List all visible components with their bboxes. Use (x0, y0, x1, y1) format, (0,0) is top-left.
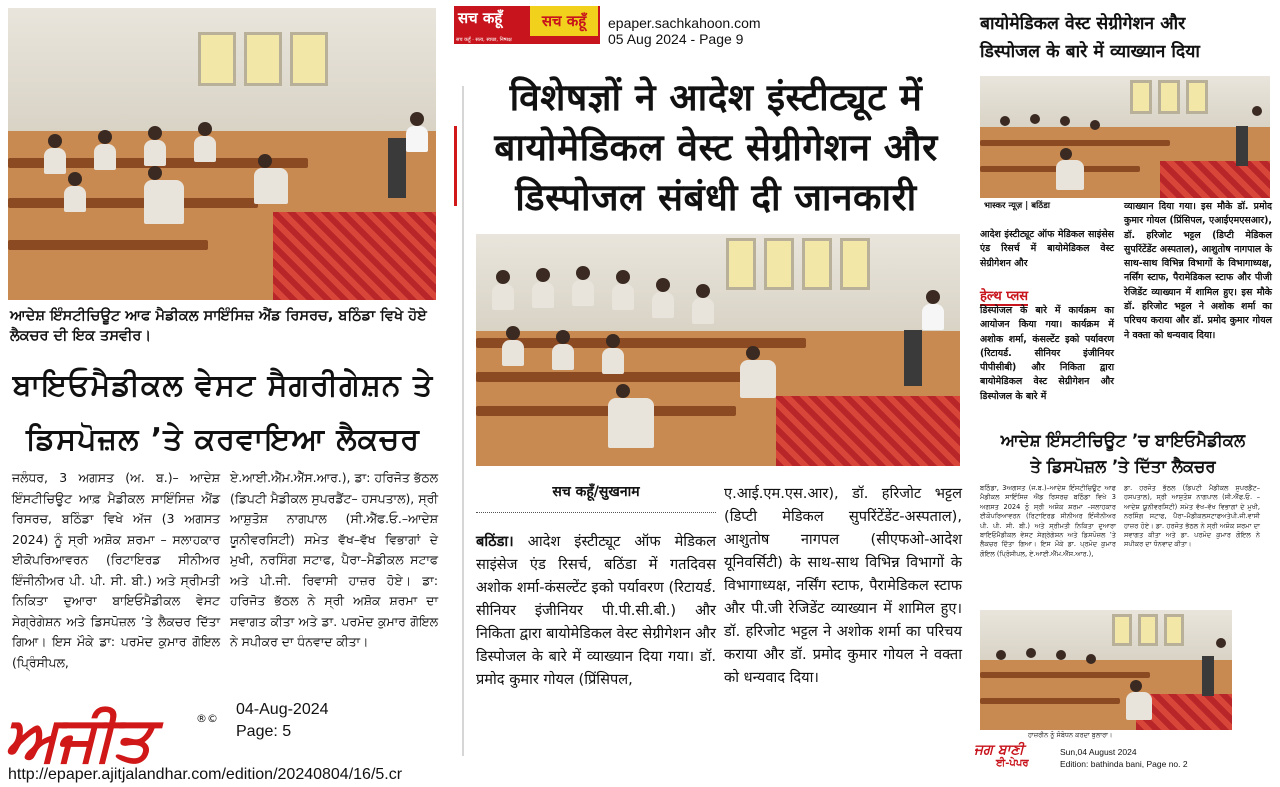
edition-date-page: 05 Aug 2024 - Page 9 (608, 31, 744, 47)
sachkahoon-logo (454, 6, 600, 44)
lecture-photo-bhaskar (980, 76, 1270, 198)
epaper-site[interactable]: epaper.sachkahoon.com (608, 15, 761, 31)
logo-tagline: सच कहूँ · सत्य, स्वच्छ, निष्पक्ष (456, 37, 512, 43)
logo-text-2: ਈ-ਪੇਪਰ (996, 758, 1029, 769)
byline: सच कहूँ/सुखनाम (552, 484, 640, 500)
headline-line-2: ਤੇ ਡਿਸਪੋਜ਼ਲ ’ਤੇ ਦਿੱਤਾ ਲੈਕਚਰ (1030, 457, 1216, 476)
article-body-col-2: ए.आई.एम.एस.आर), डॉ. हरिजोट भट्टल (डिप्टी मेडिकल सुपरिंटेंडेंट-अस्पताल), आशुतोष नागपल (सीएफओ-आदेश यूनिवर्सिटी) के साथ-साथ विभिन्न विभागों के विभागाध्यक्ष, नर्सिंग स्टाफ, पैरामेडिकल स्टाफ और पी.जी रेजिडेंट व्याख्यान में शामिल हुए। डॉ. हरिजोट भट्टल ने अशोक शर्मा का परिचय कराया और डॉ. प्रमोद कुमार गोयल ने वक्ता को धन्यवाद दिया। (724, 485, 962, 686)
lecture-photo-ajit (8, 8, 436, 300)
headline-line-3: डिस्पोजल संबंधी दी जानकारी (515, 176, 917, 219)
bhaskar-col-1-top: आदेश इंस्टीट्यूट ऑफ मेडिकल साइंसेस एंड रिसर्च में बायोमेडिकल वेस्ट सेग्रीगेशन और (980, 229, 1114, 269)
jagbani-col-2: ਡਾ. ਹਰਜੋਤ ਭੱਠਲ (ਡਿਪਟੀ ਮੈਡੀਕਲ ਸੁਪਰਡੈਂਟ–ਹਸਪਤਾਲ), ਸ੍ਰੀ ਆਸ਼ੁਤੋਸ਼ ਨਾਗਪਾਲ (ਸੀ.ਐੱਫ.ਓ. –ਆਦੇਸ਼ ਯੂਨੀਵਰਸਿਟੀ) ਸਮੇਤ ਵੱਖ–ਵੱਖ ਵਿਭਾਗਾਂ ਦੇ ਮੁਖੀ, ਨਰਸਿੰਗ ਸਟਾਫ, ਪੈਰਾ–ਮੈਡੀਕਲਸਟਾਫਅਤੇਪੀ.ਜੀ.ਵਾਸੀ ਹਾਜ਼ਰ ਹੋਏ। ਡਾ. ਹਰਜੋਤ ਭੱਠਲ ਨੇ ਸ੍ਰੀ ਅਸ਼ੋਕ ਸ਼ਰਮਾ ਦਾ ਸਵਾਗਤ ਕੀਤਾ ਅਤੇ ਡਾ. ਪਰਮੋਦ ਕੁਮਾਰ ਗੋਇਲ ਨੇ ਸਪੀਕਰ ਦਾ ਧੰਨਵਾਦ ਕੀਤਾ। (1124, 484, 1260, 549)
source-url[interactable]: http://epaper.ajitjalandhar.com/edition/20240804/16/5.cr (8, 766, 403, 783)
headline-line-2: ਡਿਸਪੋਜ਼ਲ ’ਤੇ ਕਰਵਾਇਆ ਲੈਕਚਰ (26, 422, 420, 457)
bhaskar-jagbani-clippings (974, 0, 1280, 787)
news-agency-tag: भास्कर न्यूज़ | बठिंडा (984, 201, 1050, 211)
edition-date: Sun,04 August 2024 (1060, 747, 1137, 757)
edition-info: Edition: bathinda bani, Page no. 2 (1060, 759, 1188, 769)
lecture-photo-sachkahoon (476, 234, 960, 466)
headline-line-1: ਆਦੇਸ਼ ਇੰਸਟੀਚਿਊਟ ’ਚ ਬਾਇਓਮੈਡੀਕਲ (1000, 431, 1246, 450)
photo-caption: ਹਾਜ਼ਰੀਨ ਨੂੰ ਸੰਬੋਧਨ ਕਰਦਾ ਬੁਲਾਰਾ। (1028, 731, 1113, 739)
column-divider (462, 86, 464, 756)
logo-text-2: सच कहूँ (530, 6, 598, 36)
headline-line-2: बायोमेडिकल वेस्ट सेग्रीगेशन और (494, 126, 938, 169)
bhaskar-col-1-bottom: डिस्पोजल के बारे में कार्यक्रम का आयोजन किया गया। कार्यक्रम में अशोक शर्मा, कंसल्टेंट इको पर्यावरण (रिटायर्ड. सीनियर इंजीनियर पीपीसीबी) और निकिता द्वारा बायोमेडिकल वेस्ट सेग्रीगेशन और डिस्पोजल के बारे में (980, 305, 1114, 402)
article-body-col-1 (476, 530, 716, 691)
headline-line-1: बायोमेडिकल वेस्ट सेग्रीगेशन और (980, 14, 1186, 34)
jagbani-logo (974, 744, 1052, 772)
article-body-col-1-text: आदेश इंस्टीट्यूट ऑफ मेडिकल साइंसेज एंड रिसर्च, बठिंडा में गतदिवस अशोक शर्मा-कंसल्टेंट इको पर्यावरण (रिटायर्ड. सीनियर इंजीनियर पी.पी.सी.बी.) और निकिता द्वारा बायोमेडिकल वेस्ट सेग्रीगेशन और डिस्पोजल के बारे में व्याख्यान दिया गया। डॉ. प्रमोद कुमार गोयल (प्रिंसिपल, (476, 533, 717, 688)
jagbani-col-1: ਬਠਿੰਡਾ, 3ਅਗਸਤ (ਜ.ਬ.)–ਆਦੇਸ਼ ਇੰਸਟੀਚਿਊਟ ਆਫ ਮੈਡੀਕਲ ਸਾਇੰਸਿਜ਼ ਐਂਡ ਰਿਸਰਚ ਬਠਿੰਡਾ ਵਿਖੇ 3 ਅਗਸਤ 2024 ਨੂੰ ਸ੍ਰੀ ਅਸ਼ੋਕ ਸ਼ਰਮਾ –ਸਲਾਹਕਾਰ ਈਕੋਪਰਿਆਵਰਨ (ਰਿਟਾਇਰਡ ਸੀਨੀਅਰ ਇੰਜੀਨੀਅਰ ਪੀ. ਪੀ. ਸੀ. ਬੀ.) ਅਤੇ ਸ੍ਰੀਮਤੀ ਨਿਕਿਤਾ ਦੁਆਰਾ ਬਾਇਓਮੈਡੀਕਲ ਵੇਸਟ ਸੇਗ੍ਰੇਗੇਸ਼ਨ ਅਤੇ ਡਿਸਪੋਜ਼ਲ ’ਤੇ ਲੈਕਚਰ ਦਿੱਤਾ ਗਿਆ। ਇਸ ਮੌਕੇ ਡਾ. ਪ੍ਰਮੋਦ ਕੁਮਾਰ ਗੋਇਲ (ਪ੍ਰਿੰਸੀਪਲ, ਏ.ਆਈ.ਐੱਮ.ਐੱਸ.ਆਰ.), (980, 484, 1116, 558)
photo-caption: ਆਦੇਸ਼ ਇੰਸਟੀਚਿਊਟ ਆਫ ਮੈਡੀਕਲ ਸਾਇੰਸਿਜ਼ ਐਂਡ ਰਿਸਰਚ, ਬਠਿੰਡਾ ਵਿਖੇ ਹੋਏ ਲੈਕਚਰ ਦੀ ਇਕ ਤਸਵੀਰ। (10, 308, 427, 344)
headline-bhaskar (980, 10, 1276, 66)
edition-page: Page: 5 (236, 723, 292, 740)
headline-line-1: ਬਾਇਓਮੈਡੀਕਲ ਵੇਸਟ ਸੈਗਰੀਗੇਸ਼ਨ ਤੇ (12, 368, 434, 403)
lecture-photo-jagbani (980, 610, 1232, 730)
byline-divider (476, 512, 716, 513)
headline-line-1: विशेषज्ञों ने आदेश इंस्टीट्यूट में (509, 76, 923, 119)
headline-jagbani (978, 428, 1268, 480)
registered-mark: ®© (196, 712, 218, 725)
health-plus-label: हेल्थ प्लस (980, 289, 1029, 304)
dateline: बठिंडा। (476, 533, 514, 550)
article-body-col-1: ਜਲੰਧਰ, 3 ਅਗਸਤ (ਅ. ਬ.)– ਆਦੇਸ਼ ਇੰਸਟੀਚਿਊਟ ਆਫ਼ ਮੈਡੀਕਲ ਸਾਇੰਸਿਜ਼ ਐਂਡ ਰਿਸਰਚ, ਬਠਿੰਡਾ ਵਿਖੇ ਅੱਜ (3 ਅਗਸਤ 2024) ਨੂੰ ਸ੍ਰੀ ਅਸ਼ੋਕ ਸ਼ਰਮਾ – ਸਲਾਹਕਾਰ ਈਕੋਪਰਿਆਵਰਨ (ਰਿਟਾਇਰਡ ਸੀਨੀਅਰ ਇੰਜੀਨੀਅਰ ਪੀ. ਪੀ. ਸੀ. ਬੀ.) ਅਤੇ ਸ੍ਰੀਮਤੀ ਨਿਕਿਤਾ ਦੁਆਰਾ ਬਾਇਓਮੈਡੀਕਲ ਵੇਸਟ ਸੇਗ੍ਰੇਗੇਸ਼ਨ ਅਤੇ ਡਿਸਪੋਜ਼ਲ ’ਤੇ ਲੈਕਚਰ ਦਿੱਤਾ ਗਿਆ। ਇਸ ਮੌਕੇ ਡਾ: ਪਰਮੋਦ ਕੁਮਾਰ ਗੋਇਲ (ਪ੍ਰਿੰਸੀਪਲ, (12, 470, 220, 670)
sachkahoon-clipping (452, 0, 970, 787)
logo-text-1: ਜਗ ਬਾਣੀ (974, 742, 1024, 758)
ajit-logo: ਅਜੀਤ (4, 702, 151, 775)
bhaskar-col-2: व्याख्यान दिया गया। इस मौके डॉ. प्रमोद कुमार गोयल (प्रिंसिपल, एआईएमएसआर), डॉ. हरिजोट भट्टल (डिप्टी मेडिकल सुपरिंटेंडेंट अस्पताल), आशुतोष नागपाल के साथ-साथ विभिन्न विभागों के विभागाध्यक्ष, नर्सिंग स्टाफ, पैरामेडिकल स्टाफ और पीजी रेजिडेंट व्याख्यान में शामिल हुए। इस मौके डॉ. हरिजोट भट्टल ने अशोक शर्मा का परिचय कराया और डॉ. प्रमोद कुमार गोयल ने वक्ता को धन्यवाद दिया। (1124, 201, 1272, 341)
article-body-col-2: ਏ.ਆਈ.ਐੱਮ.ਐੱਸ.ਆਰ.), ਡਾ: ਹਰਿਜੋਤ ਭੱਠਲ (ਡਿਪਟੀ ਮੈਡੀਕਲ ਸੁਪਰਡੈਂਟ– ਹਸਪਤਾਲ), ਸ੍ਰੀ ਆਸ਼ੁਤੋਸ਼ ਨਾਗਪਾਲ (ਸੀ.ਐੱਫ.ਓ.–ਆਦੇਸ਼ ਯੂਨੀਵਰਸਿਟੀ) ਸਮੇਤ ਵੱਖ–ਵੱਖ ਵਿਭਾਗਾਂ ਦੇ ਮੁਖੀ, ਨਰਸਿੰਗ ਸਟਾਫ, ਪੈਰਾ–ਮੈਡੀਕਲ ਸਟਾਫ ਅਤੇ ਪੀ.ਜੀ. ਰਿਵਾਸੀ ਹਾਜ਼ਰ ਹੋਏ। ਡਾ: ਹਰਿਜੋਤ ਭੱਠਲ ਨੇ ਸ੍ਰੀ ਅਸ਼ੋਕ ਸ਼ਰਮਾ ਦਾ ਸਵਾਗਤ ਕੀਤਾ ਅਤੇ ਡਾ. ਪਰਮੋਦ ਕੁਮਾਰ ਗੋਇਲ ਨੇ ਸਪੀਕਰ ਦਾ ਧੰਨਵਾਦ ਕੀਤਾ। (230, 470, 438, 649)
headline-line-2: डिस्पोजल के बारे में व्याख्यान दिया (980, 42, 1200, 62)
accent-rule (454, 126, 457, 206)
ajit-clipping (0, 0, 446, 787)
edition-date: 04-Aug-2024 (236, 701, 329, 718)
logo-text-1: सच कहूँ (458, 9, 503, 27)
